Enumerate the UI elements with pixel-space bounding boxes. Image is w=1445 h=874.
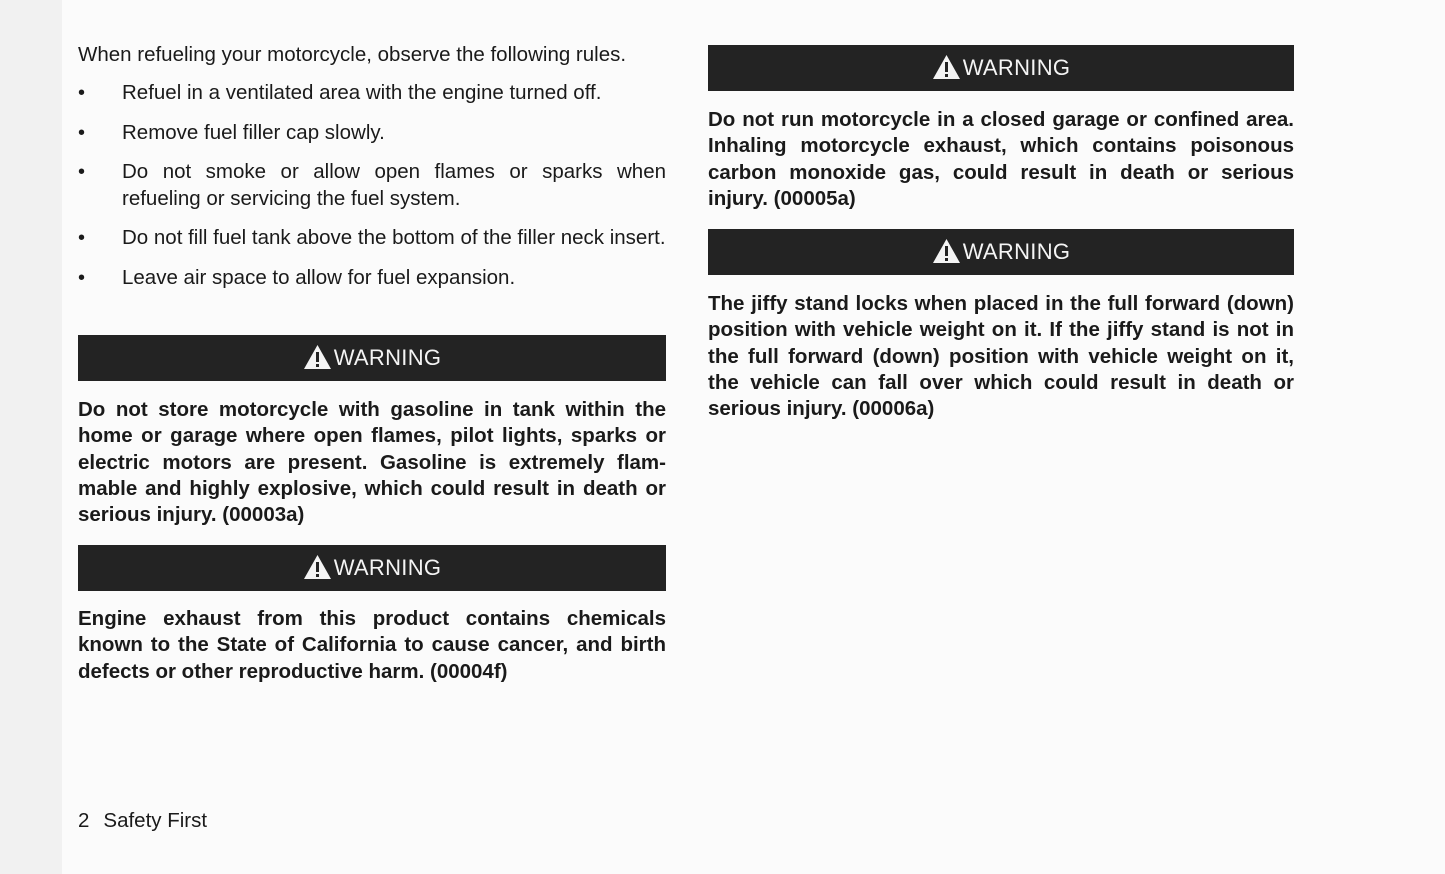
warning-label: WARNING [333,345,442,370]
refuel-intro: When refueling your motorcycle, observe the following rules. [78,43,627,66]
list-item [78,80,666,107]
list-item [78,120,666,147]
list-item [78,225,666,252]
bullet-icon: • [78,227,86,249]
bullet-icon: • [78,161,86,183]
warning-banner [78,545,666,591]
rule-text: Do not smoke or allow open flames or sparks when refueling or servicing the fuel system. [122,160,666,210]
rule-text: Do not fill fuel tank above the bottom of the filler neck insert. [122,226,666,249]
list-item [78,265,666,292]
warning-banner [78,335,666,381]
list-item [78,159,666,212]
refuel-rules-list [78,80,666,304]
rule-text: Remove fuel filler cap slowly. [122,120,385,144]
warning-banner [708,229,1294,275]
page-number: 2 [78,809,90,832]
warning-text-exhaust-garage: Do not run motorcycle in a closed garage or confined area. Inhaling motorcycle exhaust, which contains poisonous carbon monoxide gas, could result in death or serious injury. (00005a) [708,108,1294,210]
right-column [708,0,1294,874]
bullet-icon: • [78,121,86,144]
warning-label: WARNING [962,55,1071,80]
warning-text-gasoline-storage: Do not store motorcycle with gasoline in tank within the home or garage where open flames, pilot lights, sparks or electric motors are present. Gasoline is extremely flam-mable and highly explosive, which could result in death or serious injury. (00003a) [78,398,666,527]
warning-triangle-icon [303,554,332,580]
page-footer [78,808,207,834]
rule-text: Leave air space to allow for fuel expansion. [122,265,516,289]
warning-label: WARNING [962,239,1071,264]
bullet-icon: • [78,266,86,289]
rule-text: Refuel in a ventilated area with the engine turned off. [122,81,602,104]
warning-text-california: Engine exhaust from this product contains chemicals known to the State of California to cause cancer, and birth defects or other reproductive harm. (00004f) [78,607,666,683]
section-title: Safety First [103,809,208,832]
warning-triangle-icon [932,54,961,80]
warning-label: WARNING [333,555,442,580]
bullet-icon: • [78,82,86,104]
page-edge-shadow [0,0,62,874]
warning-text-jiffy-stand: The jiffy stand locks when placed in the full forward (down) position with vehicle weight on it. If the jiffy stand is not in the full forward (down) position with vehicle weight on it, the vehicle can fall over which could result in death or serious injury. (00006a) [708,292,1294,421]
warning-banner [708,45,1294,91]
warning-triangle-icon [932,238,961,264]
left-column [78,0,666,874]
warning-triangle-icon [303,344,332,370]
